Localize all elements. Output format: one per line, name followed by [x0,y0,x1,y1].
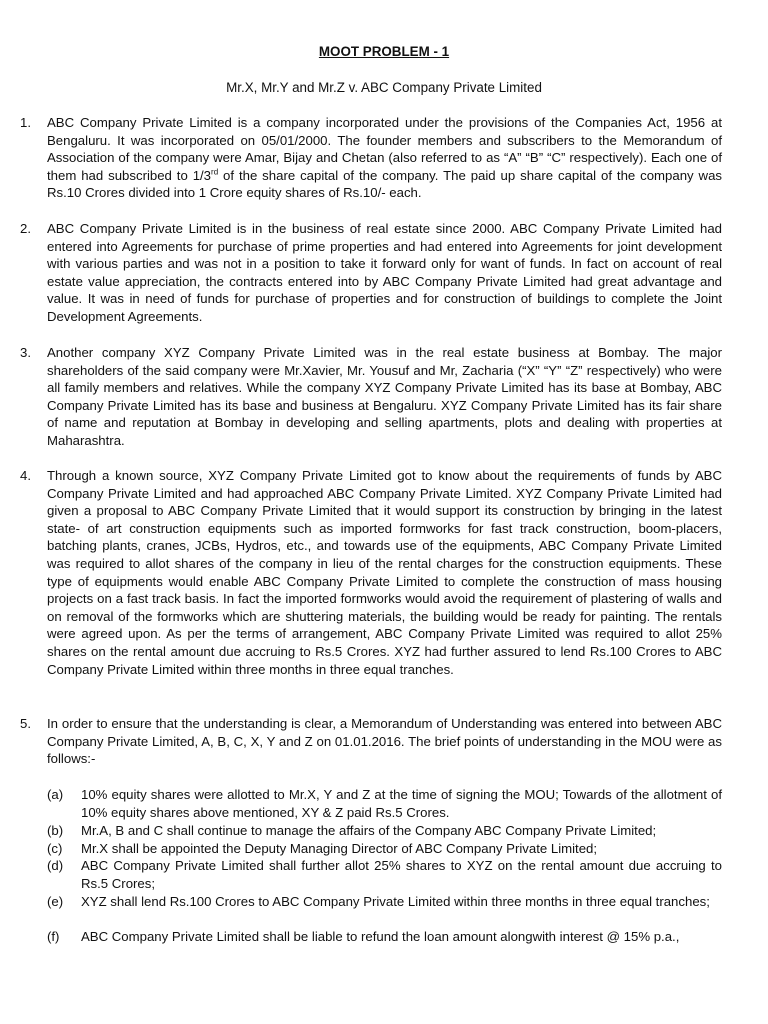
page-title: MOOT PROBLEM - 1 [318,44,450,59]
subpoint-text: 10% equity shares were allotted to Mr.X, Y and Z at the time of signing the MOU; Towards of the allotment of 10% equity shares above mentioned, XY & Z paid Rs.5 Crores. [81,787,722,820]
paragraph-number: 1. [20,115,31,130]
subpoint-d [47,857,722,892]
paragraph-4 [20,467,722,678]
superscript: rd [211,167,219,177]
paragraph-text: In order to ensure that the understanding is clear, a Memorandum of Understanding was entered into between ABC Company Private Limited, A, B, C, X, Y and Z on 01.01.2016. The brief points of understanding in the MOU were as follows:- [47,716,722,767]
subpoint-text: ABC Company Private Limited shall further allot 25% shares to XYZ on the rental amount due accruing to Rs.5 Crores; [81,858,722,891]
subpoint-b [47,822,722,840]
paragraph-number: 2. [20,221,31,236]
subpoint-text: Mr.X shall be appointed the Deputy Managing Director of ABC Company Private Limited; [81,841,598,856]
subpoint-label: (f) [47,929,60,944]
paragraph-3 [20,344,722,450]
subpoint-c [47,840,722,858]
paragraph-text: ABC Company Private Limited is in the business of real estate since 2000. ABC Company Private Limited had entered into Agreements for purchase of prime properties and had entered into Agreements for joint development with various parties and was not in a position to take it forward only for want of funds. In fact on account of real estate value appreciation, the contracts entered into by ABC Company Private Limited had great advantage and value. It was in need of funds for purchase of properties and for construction of buildings to complete the Joint Development Agreements. [47,221,722,324]
paragraph-text-part: ABC Company Private Limited is a company incorporated under the provisions of the Companies Act, 1956 at Bengaluru. It was incorporated on 05/01/2000. The founder members and subscribers to the Memorandum of Association of the company were Amar, Bijay and Chetan (also referred to as “A” “B” “C” respectively). Each one of them had subscribed to 1/3 [47,115,722,183]
subpoint-e [47,893,722,911]
subpoint-text: Mr.A, B and C shall continue to manage the affairs of the Company ABC Company Private Limited; [81,823,657,838]
subpoint-a [47,786,722,821]
subpoint-label: (e) [47,894,64,909]
paragraph-number: 3. [20,345,31,360]
paragraph-number: 5. [20,716,31,731]
case-name: Mr.X, Mr.Y and Mr.Z v. ABC Company Private Limited [226,80,542,95]
subpoint-label: (b) [47,823,64,838]
paragraph-text [47,114,722,202]
paragraph-text-part: of the share capital of the company. The paid up share capital of the company was Rs.10 Crores divided into 1 Crore equity shares of Rs.10/- each. [47,167,722,201]
paragraph-text: Through a known source, XYZ Company Private Limited got to know about the requirements of funds by ABC Company Private Limited and had approached ABC Company Private Limited. XYZ Company Private Limited had given a proposal to ABC Company Private Limited that it would support its construction by bringing in the latest state- of art construction equipments such as imported formworks for fast track construction, boom-placers, batching plants, cranes, JCBs, Hydros, etc., and towards use of the equipments, ABC Company Private Limited was required to allot shares of the company in lieu of the rental charges for the construction equipments. These type of equipments would enable ABC Company Private Limited to complete the construction of mass housing projects on a fast track basis. In fact the imported formworks would avoid the requirement of plastering of walls and on removal of the formworks which are shuttering materials, the building would be ready for painting. The rentals were agreed upon. As per the terms of arrangement, ABC Company Private Limited was required to allot 25% shares on the rental amount due accruing to Rs.5 Crores. XYZ had further assured to lend Rs.100 Crores to ABC Company Private Limited within three months in three equal tranches. [47,468,722,677]
paragraph-5 [20,715,722,768]
subpoint-text: XYZ shall lend Rs.100 Crores to ABC Company Private Limited within three months in three equal tranches; [81,894,710,909]
subpoint-text: ABC Company Private Limited shall be liable to refund the loan amount alongwith interest @ 15% p.a., [81,929,680,944]
paragraph-2 [20,220,722,326]
subpoint-label: (a) [47,787,64,802]
subpoint-label: (c) [47,841,63,856]
paragraph-text: Another company XYZ Company Private Limited was in the real estate business at Bombay. The major shareholders of the said company were Mr.Xavier, Mr. Yousuf and Mr, Zacharia (“X” “Y” “Z” respectively) who were all family members and relatives. While the company XYZ Company Private Limited has its base at Bombay, ABC Company Private Limited has its base and business at Bengaluru. XYZ Company Private Limited has its fair share of name and reputation at Bombay in developing and selling apartments, plots and dealing with properties at Maharashtra. [47,345,722,448]
subpoint-label: (d) [47,858,64,873]
subpoint-f [47,928,722,946]
paragraph-number: 4. [20,468,31,483]
paragraph-1 [20,114,722,202]
